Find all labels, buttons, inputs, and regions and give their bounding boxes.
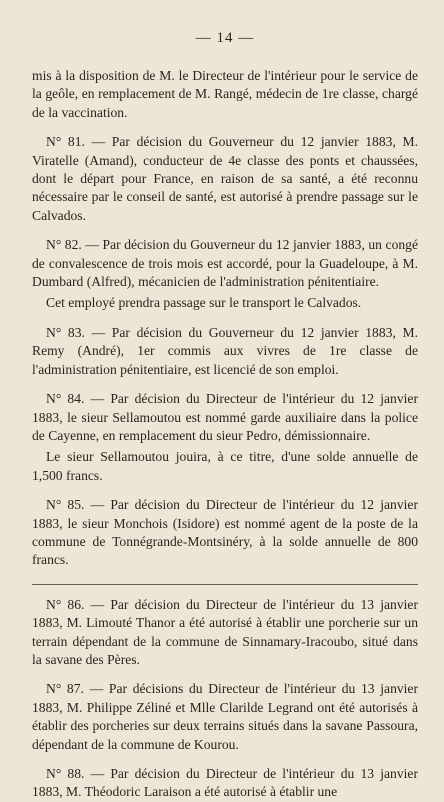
entry-82	[32, 236, 418, 313]
entry-body: — Par décision du Gouverneur du 12 janvier 1883, M. Viratelle (Amand), conducteur de 4e classe des ponts et chaussées, dont le départ pour France, en raison de sa santé, a été reconnu nécessaire par le conseil de santé, est autorisé à prendre passage sur le Calvados.	[32, 134, 418, 223]
entry-86-text	[32, 596, 418, 670]
entry-83	[32, 324, 418, 379]
entry-number: N° 82.	[46, 237, 82, 253]
entry-81-text	[32, 133, 418, 225]
entry-number: N° 85.	[46, 497, 85, 513]
entry-body: — Par décision du Directeur de l'intérieur du 12 janvier 1883, le sieur Sellamoutou est nommé garde auxiliaire dans la police de Cayenne, en remplacement du sieur Pedro, démissionnaire.	[32, 391, 418, 443]
entry-84	[32, 390, 418, 485]
entry-body: — Par décisions du Directeur de l'intérieur du 13 janvier 1883, M. Philippe Zéliné et Mlle Clarilde Legrand ont été autorisés à établir des porcheries sur deux terrains situés dans la savane Passoura, dépendant de la commune de Kourou.	[32, 681, 418, 752]
entry-number: N° 86.	[46, 596, 85, 612]
entry-body: — Par décision du Directeur de l'intérieur du 13 janvier 1883, M. Théodoric Laraison a été autorisé à établir une	[32, 766, 418, 800]
entry-85-text	[32, 496, 418, 570]
entry-body: — Par décision du Gouverneur du 12 janvier 1883, M. Remy (André), 1er commis aux vivres de 1re classe de l'administration pénitentiaire, est licencié de son emploi.	[32, 324, 418, 377]
entry-body: — Par décision du Directeur de l'intérieur du 12 janvier 1883, le sieur Monchois (Isidore) est nommé agent de la poste de la commune de Tonnégrande-Montsinéry, à la solde annuelle de 800 francs.	[32, 497, 418, 568]
entry-number: N° 84.	[46, 391, 85, 407]
entry-88	[32, 765, 418, 802]
entry-88-text	[32, 765, 418, 802]
entry-82-continuation: Cet employé prendra passage sur le transport le Calvados.	[46, 295, 362, 311]
lead-paragraph: mis à la disposition de M. le Directeur de l'intérieur pour le service de la geôle, en remplacement de M. Rangé, médecin de 1re classe, chargé de la vaccination.	[32, 68, 418, 120]
section-divider	[32, 584, 418, 585]
entry-number: N° 83.	[46, 324, 85, 340]
entry-81	[32, 133, 418, 225]
entry-body: — Par décision du Gouverneur du 12 janvier 1883, un congé de convalescence de trois mois est accordé, pour la Guadeloupe, à M. Dumbard (Alfred), mécanicien de l'administration pénitentiaire.	[32, 237, 418, 290]
entry-body: — Par décision du Directeur de l'intérieur du 13 janvier 1883, M. Limouté Thanor a été autorisé à établir une porcherie sur un terrain dépendant de la commune de Sinnamary-Iracoubo, situé dans la savane des Pères.	[32, 596, 418, 667]
entry-number: N° 88.	[46, 766, 85, 781]
lead-paragraph-block	[32, 67, 418, 122]
entry-85	[32, 496, 418, 570]
entry-number: N° 87.	[46, 681, 84, 697]
entry-87-text	[32, 680, 418, 754]
entry-82-text	[32, 236, 418, 291]
entry-number: N° 81.	[46, 134, 85, 150]
entry-83-text	[32, 324, 418, 379]
entry-84-text	[32, 390, 418, 445]
entry-87	[32, 680, 418, 754]
entry-86	[32, 596, 418, 670]
page-number: — 14 —	[195, 30, 255, 46]
entry-84-continuation: Le sieur Sellamoutou jouira, à ce titre, d'une solde annuelle de 1,500 francs.	[32, 449, 418, 483]
